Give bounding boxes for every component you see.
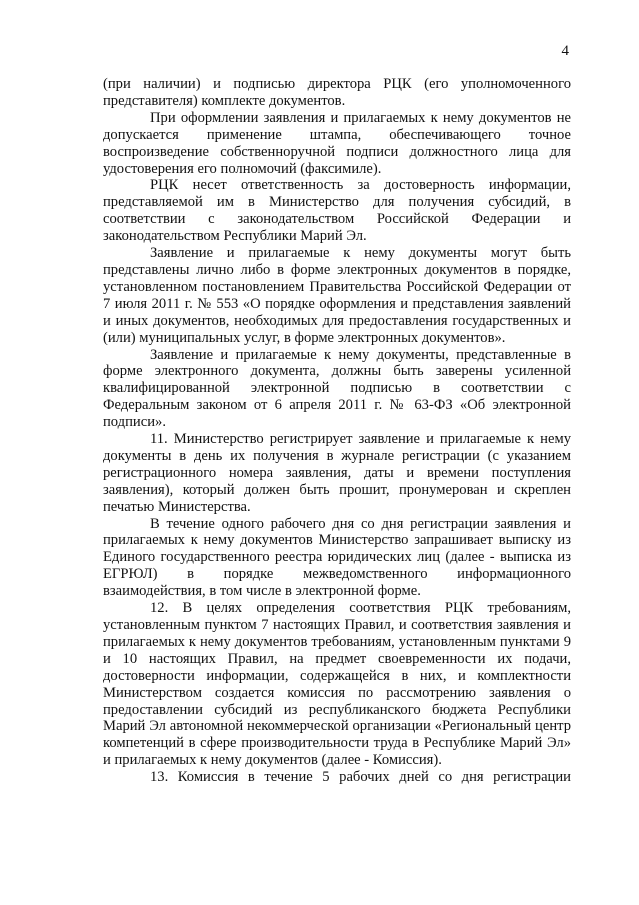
paragraph-egrul-request: В течение одного рабочего дня со дня регистрации заявления и прилагаемых к нему документов Министерство запрашивает выписку из Единого государственного реестра юридических лиц (далее - выписка из ЕГРЮЛ) в порядке межведомственного информационного взаимодействия, в том числе в электронной форме. (103, 515, 571, 600)
paragraph-rck-responsibility: РЦК несет ответственность за достоверность информации, представляемой им в Министерство для получения субсидий, в соответствии с законодательством Российской Федерации и законодательством Республики Марий Эл. (103, 177, 571, 245)
paragraph-facsimile-rule: При оформлении заявления и прилагаемых к нему документов не допускается применение штампа, обеспечивающего точное воспроизведение собственноручной подписи должностного лица для удостоверения его полномочий (факсимиле). (103, 109, 571, 177)
page-number: 4 (561, 43, 569, 59)
paragraph-item-11-registration: 11. Министерство регистрирует заявление и прилагаемые к нему документы в день их получения в журнале регистрации (с указанием регистрационного номера заявления, даты и времени поступления заявления), который должен быть прошит, пронумерован и скреплен печатью Министерства. (103, 431, 571, 515)
paragraph-item-12-commission: 12. В целях определения соответствия РЦК требованиям, установленным пунктом 7 настоящих Правил, и соответствия заявления и прилагаемых к нему документов требованиям, установленным пунктами 9 и 10 настоящих Правил, на предмет своевременности их подачи, достоверности информации, содержащейся в них, и комплектности Министерством создается комиссия по рассмотрению заявления о предоставлении субсидий из республиканского бюджета Республики Марий Эл автономной некоммерческой организации «Региональный центр компетенций в сфере производительности труда в Республике Марий Эл» и прилагаемых к нему документов (далее - Комиссия). (103, 600, 571, 769)
paragraph-submission-methods: Заявление и прилагаемые к нему документы могут быть представлены лично либо в форме электронных документов в порядке, установленном постановлением Правительства Российской Федерации от 7 июля 2011 г. № 553 «О порядке оформления и представления заявлений и иных документов, необходимых для предоставления государственных и (или) муниципальных услуг, в форме электронных документов». (103, 245, 571, 346)
paragraph-electronic-signature: Заявление и прилагаемые к нему документы, представленные в форме электронного документа, должны быть заверены усиленной квалифицированной электронной подписью в соответствии с Федеральным законом от 6 апреля 2011 г. № 63-ФЗ «Об электронной подписи». (103, 346, 571, 431)
paragraph-item-13-start: 13. Комиссия в течение 5 рабочих дней со дня регистрации (150, 769, 571, 786)
paragraph-signature-note: (при наличии) и подписью директора РЦК (его уполномоченного представителя) комплекте документов. (103, 76, 571, 109)
document-body (103, 76, 571, 786)
